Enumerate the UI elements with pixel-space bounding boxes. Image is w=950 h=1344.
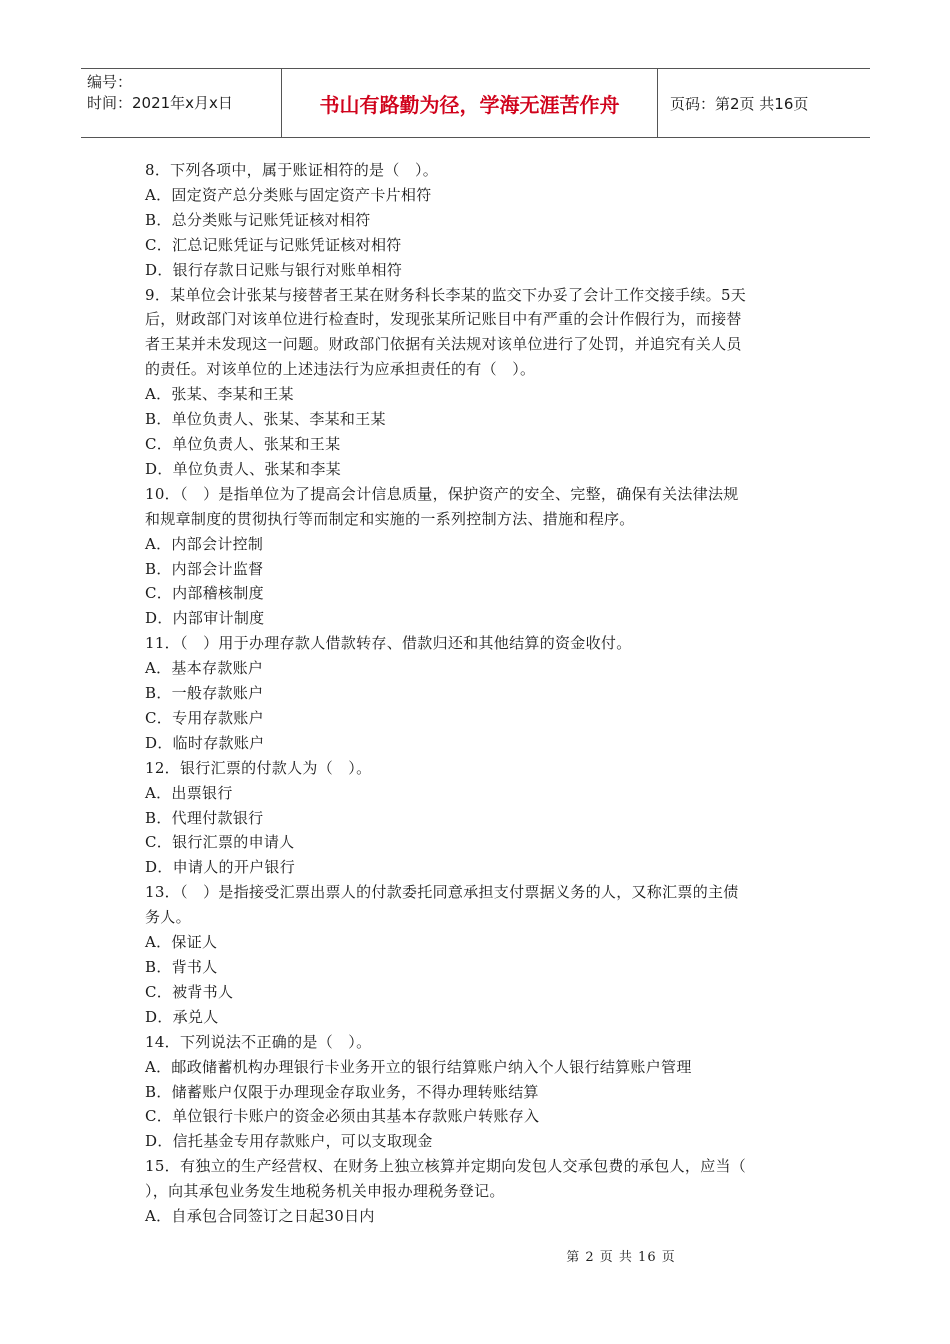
question-13-line-2: 务人。 [145,908,191,927]
option-9d: D．单位负责人、张某和李某 [145,459,341,478]
option-8a: A．固定资产总分类账与固定资产卡片相符 [145,185,432,204]
option-11b: B．一般存款账户 [145,684,264,703]
question-9-line-3: 者王某并未发现这一问题。财政部门依据有关法规对该单位进行了处罚，并追究有关人员 [145,335,742,354]
question-10-line-1: 10．（ ）是指单位为了提高会计信息质量，保护资产的安全、完整，确保有关法律法规 [145,484,739,503]
question-14: 14．下列说法不正确的是（ ）。 [145,1032,372,1051]
option-12b: B．代理付款银行 [145,808,264,827]
option-12c: C．银行汇票的申请人 [145,833,295,852]
option-13c: C．被背书人 [145,982,234,1001]
question-content [145,158,810,1229]
option-10a: A．内部会计控制 [145,534,264,553]
option-14c: C．单位银行卡账户的资金必须由其基本存款账户转账存入 [145,1107,540,1126]
question-10-line-2: 和规章制度的贯彻执行等而制定和实施的一系列控制方法、措施和程序。 [145,509,635,528]
option-8c: C．汇总记账凭证与记账凭证核对相符 [145,235,402,254]
option-8d: D．银行存款日记账与银行对账单相符 [145,260,403,279]
option-9c: C．单位负责人、张某和王某 [145,434,341,453]
option-13b: B．背书人 [145,958,218,976]
option-9b: B．单位负责人、张某、李某和王某 [145,410,386,429]
header-info-cell [81,69,282,137]
option-13d: D．承兑人 [145,1007,219,1026]
header-page-code: 页码：第2页 共16页 [670,94,809,113]
option-12d: D．申请人的开户银行 [145,858,296,877]
question-15-line-1: 15．有独立的生产经营权、在财务上独立核算并定期向发包人交承包费的承包人，应当（ [145,1157,747,1176]
footer-page-number: 第 2 页 共 16 页 [566,1250,676,1265]
header-motto: 书山有路勤为径，学海无涯苦作舟 [282,69,658,137]
option-14a: A．邮政储蓄机构办理银行卡业务开立的银行结算账户纳入个人银行结算账户管理 [145,1057,692,1076]
question-8: 8．下列各项中，属于账证相符的是（ ）。 [145,161,439,179]
option-13a: A．保证人 [145,933,218,952]
option-11a: A．基本存款账户 [145,659,264,678]
option-14d: D．信托基金专用存款账户，可以支取现金 [145,1132,433,1151]
option-10c: C．内部稽核制度 [145,584,264,603]
option-15a: A．自承包合同签订之日起30日内 [145,1207,375,1226]
question-12: 12．银行汇票的付款人为（ ）。 [145,758,372,777]
option-11d: D．临时存款账户 [145,733,265,752]
question-13-line-1: 13．（ ）是指接受汇票出票人的付款委托同意承担支付票据义务的人，又称汇票的主债 [145,883,739,902]
question-9-line-2: 后，财政部门对该单位进行检查时，发现张某所记账目中有严重的会计作假行为，而接替 [145,310,742,329]
page-header [81,68,870,138]
option-11c: C．专用存款账户 [145,708,264,727]
question-9-line-4: 的责任。对该单位的上述违法行为应承担责任的有（ ）。 [145,360,536,379]
question-9-line-1: 9．某单位会计张某与接替者王某在财务科长李某的监交下办妥了会计工作交接手续。5天 [145,285,747,304]
option-10b: B．内部会计监督 [145,559,264,578]
question-15-line-2: ），向其承包业务发生地税务机关申报办理税务登记。 [145,1182,505,1201]
page-footer [0,1246,950,1265]
option-8b: B．总分类账与记账凭证核对相符 [145,210,371,229]
option-9a: A．张某、李某和王某 [145,385,294,404]
option-14b: B．储蓄账户仅限于办理现金存取业务，不得办理转账结算 [145,1082,539,1101]
option-12a: A．出票银行 [145,783,233,802]
document-number-label: 编号： [87,73,133,91]
option-10d: D．内部审计制度 [145,609,265,628]
question-11: 11．（ ）用于办理存款人借款转存、借款归还和其他结算的资金收付。 [145,634,632,653]
document-date: 时间：2021年x月x日 [87,94,233,112]
